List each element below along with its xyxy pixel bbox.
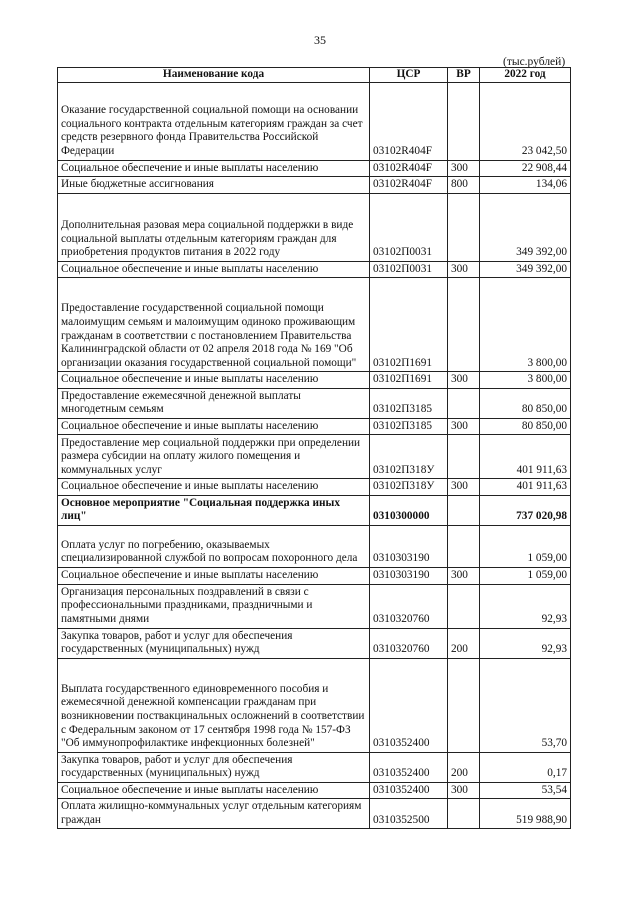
row-amount-cell: 53,70 <box>480 658 571 752</box>
row-name-cell: Закупка товаров, работ и услуг для обеспечения государственных (муниципальных) нужд <box>58 752 370 782</box>
row-csr-cell: 0310352400 <box>370 658 448 752</box>
table-row <box>58 388 571 418</box>
row-vr-cell: 800 <box>448 177 480 194</box>
row-vr-cell: 300 <box>448 261 480 278</box>
row-name-cell: Организация персональных поздравлений в связи с профессиональными праздниками, праздничными и памятными днями <box>58 584 370 628</box>
header-year: 2022 год <box>480 68 571 83</box>
row-name-cell: Социальное обеспечение и иные выплаты населению <box>58 261 370 278</box>
table-row <box>58 752 571 782</box>
header-csr: ЦСР <box>370 68 448 83</box>
row-vr-cell: 300 <box>448 372 480 389</box>
row-amount-cell: 1 059,00 <box>480 568 571 585</box>
table-row <box>58 435 571 479</box>
row-csr-cell: 03102П3185 <box>370 418 448 435</box>
row-name-cell: Оплата услуг по погребению, оказываемых специализированной службой по вопросам похоронного дела <box>58 526 370 568</box>
row-name-cell: Социальное обеспечение и иные выплаты населению <box>58 782 370 799</box>
row-csr-cell: 03102R404F <box>370 82 448 160</box>
row-amount-cell: 1 059,00 <box>480 526 571 568</box>
row-name-cell: Социальное обеспечение и иные выплаты населению <box>58 568 370 585</box>
row-csr-cell: 0310352400 <box>370 752 448 782</box>
row-amount-cell: 92,93 <box>480 584 571 628</box>
row-amount-cell: 80 850,00 <box>480 418 571 435</box>
table-row <box>58 658 571 752</box>
table-row <box>58 261 571 278</box>
row-name-cell: Социальное обеспечение и иные выплаты населению <box>58 372 370 389</box>
row-csr-cell: 0310352400 <box>370 782 448 799</box>
table-row <box>58 418 571 435</box>
row-vr-cell: 300 <box>448 782 480 799</box>
units-label: (тыс.рублей) <box>503 56 566 68</box>
row-csr-cell: 0310303190 <box>370 526 448 568</box>
row-name-cell: Предоставление мер социальной поддержки при определении размера субсидии на оплату жилого помещения и коммунальных услуг <box>58 435 370 479</box>
header-vr: ВР <box>448 68 480 83</box>
row-vr-cell <box>448 82 480 160</box>
table-row <box>58 526 571 568</box>
row-amount-cell: 22 908,44 <box>480 160 571 177</box>
row-amount-cell: 134,06 <box>480 177 571 194</box>
page-number: 35 <box>314 33 326 47</box>
row-vr-cell <box>448 388 480 418</box>
table-row <box>58 584 571 628</box>
row-amount-cell: 349 392,00 <box>480 193 571 261</box>
header-name: Наименование кода <box>58 68 370 83</box>
row-name-cell: Социальное обеспечение и иные выплаты населению <box>58 479 370 496</box>
row-name-cell: Социальное обеспечение и иные выплаты населению <box>58 418 370 435</box>
table-row <box>58 372 571 389</box>
row-amount-cell: 349 392,00 <box>480 261 571 278</box>
row-name-cell: Основное мероприятие "Социальная поддержка иных лиц" <box>58 495 370 525</box>
table-row <box>58 495 571 525</box>
row-amount-cell: 401 911,63 <box>480 435 571 479</box>
row-vr-cell: 300 <box>448 418 480 435</box>
row-csr-cell: 03102П1691 <box>370 278 448 372</box>
row-name-cell: Предоставление ежемесячной денежной выплаты многодетным семьям <box>58 388 370 418</box>
budget-table <box>57 67 571 829</box>
row-amount-cell: 3 800,00 <box>480 278 571 372</box>
table-row <box>58 479 571 496</box>
row-csr-cell: 03102R404F <box>370 177 448 194</box>
table-row <box>58 82 571 160</box>
row-name-cell: Выплата государственного единовременного пособия и ежемесячной денежной компенсации гражданам при возникновении поствакцинальных осложнений в соответствии с Федеральным законом от 17 сентября 1998 года № 157-ФЗ "Об иммунопрофилактике инфекционных болезней" <box>58 658 370 752</box>
row-vr-cell <box>448 435 480 479</box>
table-row <box>58 278 571 372</box>
row-vr-cell <box>448 526 480 568</box>
row-vr-cell: 200 <box>448 752 480 782</box>
row-vr-cell <box>448 495 480 525</box>
table-body <box>58 82 571 829</box>
row-csr-cell: 03102П0031 <box>370 193 448 261</box>
table-row <box>58 193 571 261</box>
row-vr-cell: 300 <box>448 160 480 177</box>
row-csr-cell: 0310300000 <box>370 495 448 525</box>
row-csr-cell: 0310320760 <box>370 628 448 658</box>
row-csr-cell: 0310303190 <box>370 568 448 585</box>
row-amount-cell: 401 911,63 <box>480 479 571 496</box>
row-vr-cell: 200 <box>448 628 480 658</box>
row-name-cell: Социальное обеспечение и иные выплаты населению <box>58 160 370 177</box>
row-csr-cell: 03102R404F <box>370 160 448 177</box>
row-vr-cell <box>448 799 480 829</box>
table-row <box>58 782 571 799</box>
row-amount-cell: 0,17 <box>480 752 571 782</box>
row-name-cell: Дополнительная разовая мера социальной поддержки в виде социальной выплаты отдельным категориям граждан для приобретения продуктов питания в 2022 году <box>58 193 370 261</box>
row-name-cell: Закупка товаров, работ и услуг для обеспечения государственных (муниципальных) нужд <box>58 628 370 658</box>
row-vr-cell <box>448 278 480 372</box>
row-vr-cell <box>448 658 480 752</box>
table-row <box>58 799 571 829</box>
row-amount-cell: 53,54 <box>480 782 571 799</box>
row-name-cell: Предоставление государственной социальной помощи малоимущим семьям и малоимущим одиноко проживающим гражданам в соответствии с постановлением Правительства Калининградской области от 02 апреля 2018 года № 169 "Об организации оказания государственной социальной помощи" <box>58 278 370 372</box>
row-csr-cell: 03102П0031 <box>370 261 448 278</box>
row-name-cell: Иные бюджетные ассигнования <box>58 177 370 194</box>
row-amount-cell: 80 850,00 <box>480 388 571 418</box>
row-csr-cell: 03102П3185 <box>370 388 448 418</box>
table-row <box>58 160 571 177</box>
row-amount-cell: 519 988,90 <box>480 799 571 829</box>
row-amount-cell: 737 020,98 <box>480 495 571 525</box>
row-csr-cell: 03102П318У <box>370 435 448 479</box>
row-vr-cell: 300 <box>448 479 480 496</box>
row-vr-cell: 300 <box>448 568 480 585</box>
table-row <box>58 177 571 194</box>
row-amount-cell: 23 042,50 <box>480 82 571 160</box>
row-amount-cell: 92,93 <box>480 628 571 658</box>
row-amount-cell: 3 800,00 <box>480 372 571 389</box>
row-csr-cell: 03102П318У <box>370 479 448 496</box>
row-csr-cell: 0310320760 <box>370 584 448 628</box>
table-row <box>58 568 571 585</box>
row-vr-cell <box>448 193 480 261</box>
row-csr-cell: 03102П1691 <box>370 372 448 389</box>
table-header-row <box>58 68 571 83</box>
table-row <box>58 628 571 658</box>
row-name-cell: Оплата жилищно-коммунальных услуг отдельным категориям граждан <box>58 799 370 829</box>
row-name-cell: Оказание государственной социальной помощи на основании социального контракта отдельным категориям граждан за счет средств резервного фонда Правительства Российской Федерации <box>58 82 370 160</box>
row-vr-cell <box>448 584 480 628</box>
row-csr-cell: 0310352500 <box>370 799 448 829</box>
